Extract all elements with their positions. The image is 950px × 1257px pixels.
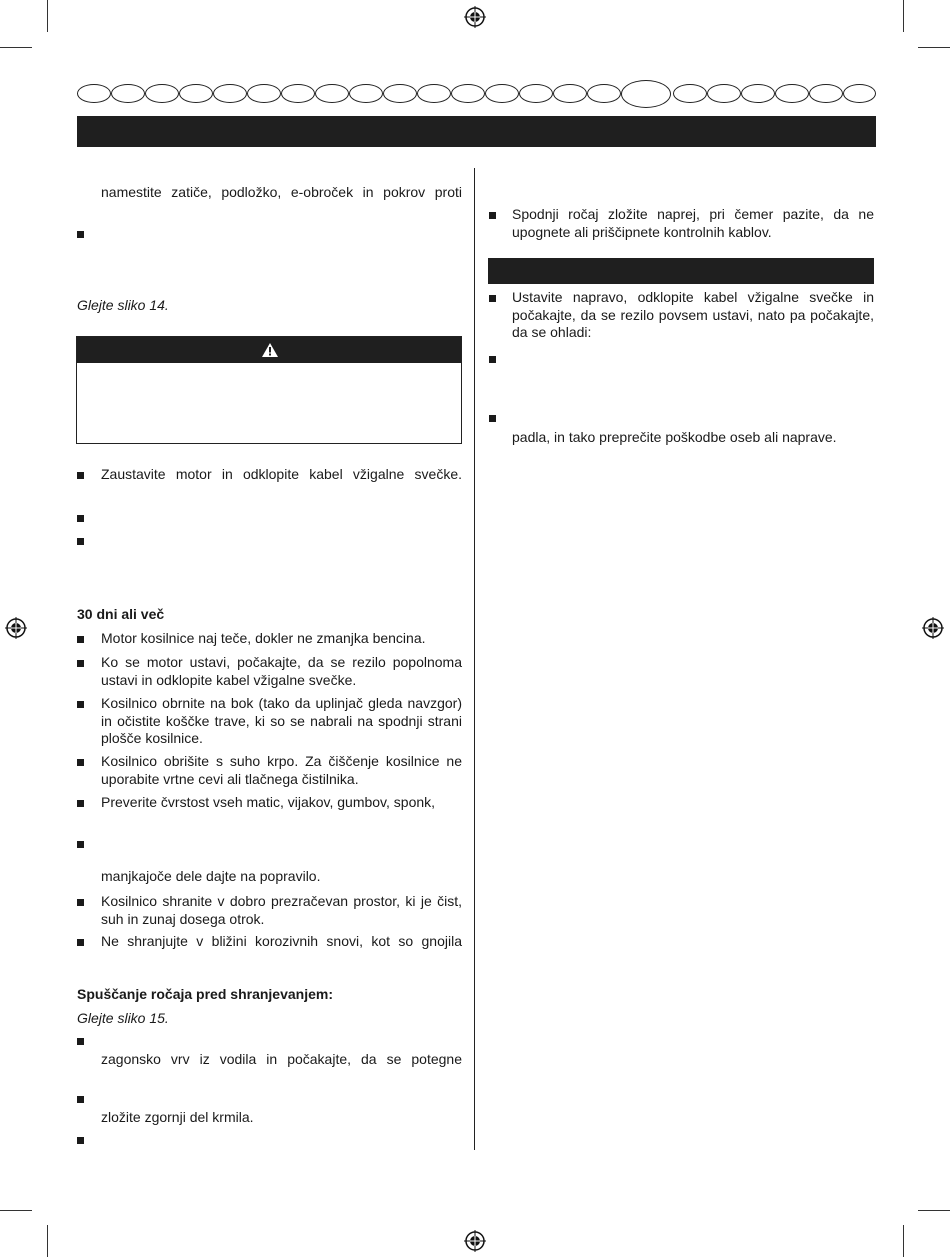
- bullet-marker: [77, 660, 84, 667]
- crop-mark: [918, 1210, 950, 1211]
- language-tab[interactable]: [281, 84, 315, 103]
- language-tab[interactable]: [809, 84, 843, 103]
- section-heading: 30 dni ali več: [77, 606, 165, 622]
- language-tab[interactable]: [111, 84, 145, 103]
- language-tab[interactable]: [77, 84, 111, 103]
- crop-mark: [47, 1225, 48, 1257]
- language-tab-active[interactable]: [621, 80, 671, 108]
- list-item: Preverite čvrstost vseh matic, vijakov, gumbov, sponk,: [101, 794, 436, 810]
- bullet-marker: [77, 1137, 84, 1144]
- bullet-marker: [77, 538, 84, 545]
- language-tab[interactable]: [673, 84, 707, 103]
- list-item: Ustavite napravo, odklopite kabel vžigalne svečke in počakajte, da se rezilo povsem ustavi, nato pa počakajte, da se ohladi:: [512, 289, 874, 340]
- list-item-continuation: padla, in tako preprečite poškodbe oseb ali naprave.: [512, 429, 837, 445]
- registration-mark-icon: [5, 617, 27, 639]
- crop-mark: [0, 1210, 32, 1211]
- language-tab[interactable]: [587, 84, 621, 103]
- bullet-marker: [77, 231, 84, 238]
- warning-box: [76, 336, 462, 444]
- header-bar: [77, 116, 876, 147]
- column-divider: [474, 168, 475, 1150]
- language-tab[interactable]: [553, 84, 587, 103]
- crop-mark: [903, 1225, 904, 1257]
- language-tab[interactable]: [775, 84, 809, 103]
- bullet-marker: [77, 636, 84, 643]
- language-tab[interactable]: [247, 84, 281, 103]
- bullet-marker: [489, 212, 496, 219]
- list-item: Motor kosilnice naj teče, dokler ne zmanjka bencina.: [101, 630, 426, 646]
- bullet-marker: [77, 472, 84, 479]
- list-item: Ko se motor ustavi, počakajte, da se rezilo popolnoma ustavi in odklopite kabel vžigalne svečke.: [101, 654, 462, 688]
- language-tab[interactable]: [519, 84, 553, 103]
- bullet-marker: [77, 759, 84, 766]
- intro-line: namestite zatiče, podložko, e-obroček in pokrov proti: [101, 184, 462, 200]
- warning-triangle-icon: [261, 342, 279, 358]
- bullet-marker: [489, 356, 496, 363]
- section-heading: Spuščanje ročaja pred shranjevanjem:: [77, 986, 333, 1002]
- list-item-continuation: zagonsko vrv iz vodila in počakajte, da se potegne: [101, 1051, 462, 1067]
- language-tab[interactable]: [315, 84, 349, 103]
- registration-mark-icon: [464, 6, 486, 28]
- warning-header: [77, 337, 461, 363]
- bullet-marker: [77, 939, 84, 946]
- registration-mark-icon: [922, 617, 944, 639]
- list-item: Kosilnico obrišite s suho krpo. Za čiščenje kosilnice ne uporabite vrtne cevi ali tlačnega čistilnika.: [101, 753, 462, 787]
- list-item: Spodnji ročaj zložite naprej, pri čemer pazite, da ne upognete ali priščipnete kontrolnih kablov.: [512, 206, 874, 240]
- list-item: Ne shranjujte v bližini korozivnih snovi, kot so gnojila: [101, 933, 462, 949]
- bullet-marker: [77, 515, 84, 522]
- registration-mark-icon: [464, 1230, 486, 1252]
- bullet-marker: [77, 1096, 84, 1103]
- language-tab[interactable]: [213, 84, 247, 103]
- bullet-marker: [77, 841, 84, 848]
- bullet-marker: [77, 899, 84, 906]
- crop-mark: [0, 47, 32, 48]
- bullet-marker: [489, 295, 496, 302]
- crop-mark: [47, 0, 48, 32]
- bullet-marker: [489, 415, 496, 422]
- language-tab[interactable]: [417, 84, 451, 103]
- language-tab[interactable]: [485, 84, 519, 103]
- crop-mark: [903, 0, 904, 32]
- bullet-marker: [77, 701, 84, 708]
- language-tab[interactable]: [179, 84, 213, 103]
- language-tab[interactable]: [741, 84, 775, 103]
- list-item: Kosilnico shranite v dobro prezračevan prostor, ki je čist, suh in zunaj dosega otrok.: [101, 893, 462, 927]
- list-item: Zaustavite motor in odklopite kabel vžigalne svečke.: [101, 466, 462, 482]
- bullet-marker: [77, 800, 84, 807]
- section-header-bar: [488, 258, 874, 284]
- bullet-marker: [77, 1038, 84, 1045]
- list-item: Kosilnico obrnite na bok (tako da uplinjač gleda navzgor) in očistite koščke trave, ki so se nabrali na spodnji strani plošče kosilnice.: [101, 695, 462, 746]
- language-tab[interactable]: [707, 84, 741, 103]
- crop-mark: [918, 47, 950, 48]
- language-tab[interactable]: [383, 84, 417, 103]
- list-item-continuation: zložite zgornji del krmila.: [101, 1109, 254, 1125]
- list-item-continuation: manjkajoče dele dajte na popravilo.: [101, 868, 321, 884]
- language-tab[interactable]: [451, 84, 485, 103]
- language-tab[interactable]: [145, 84, 179, 103]
- language-tab[interactable]: [843, 84, 876, 103]
- figure-reference: Glejte sliko 14.: [77, 297, 169, 313]
- figure-reference: Glejte sliko 15.: [77, 1010, 169, 1026]
- language-tab[interactable]: [349, 84, 383, 103]
